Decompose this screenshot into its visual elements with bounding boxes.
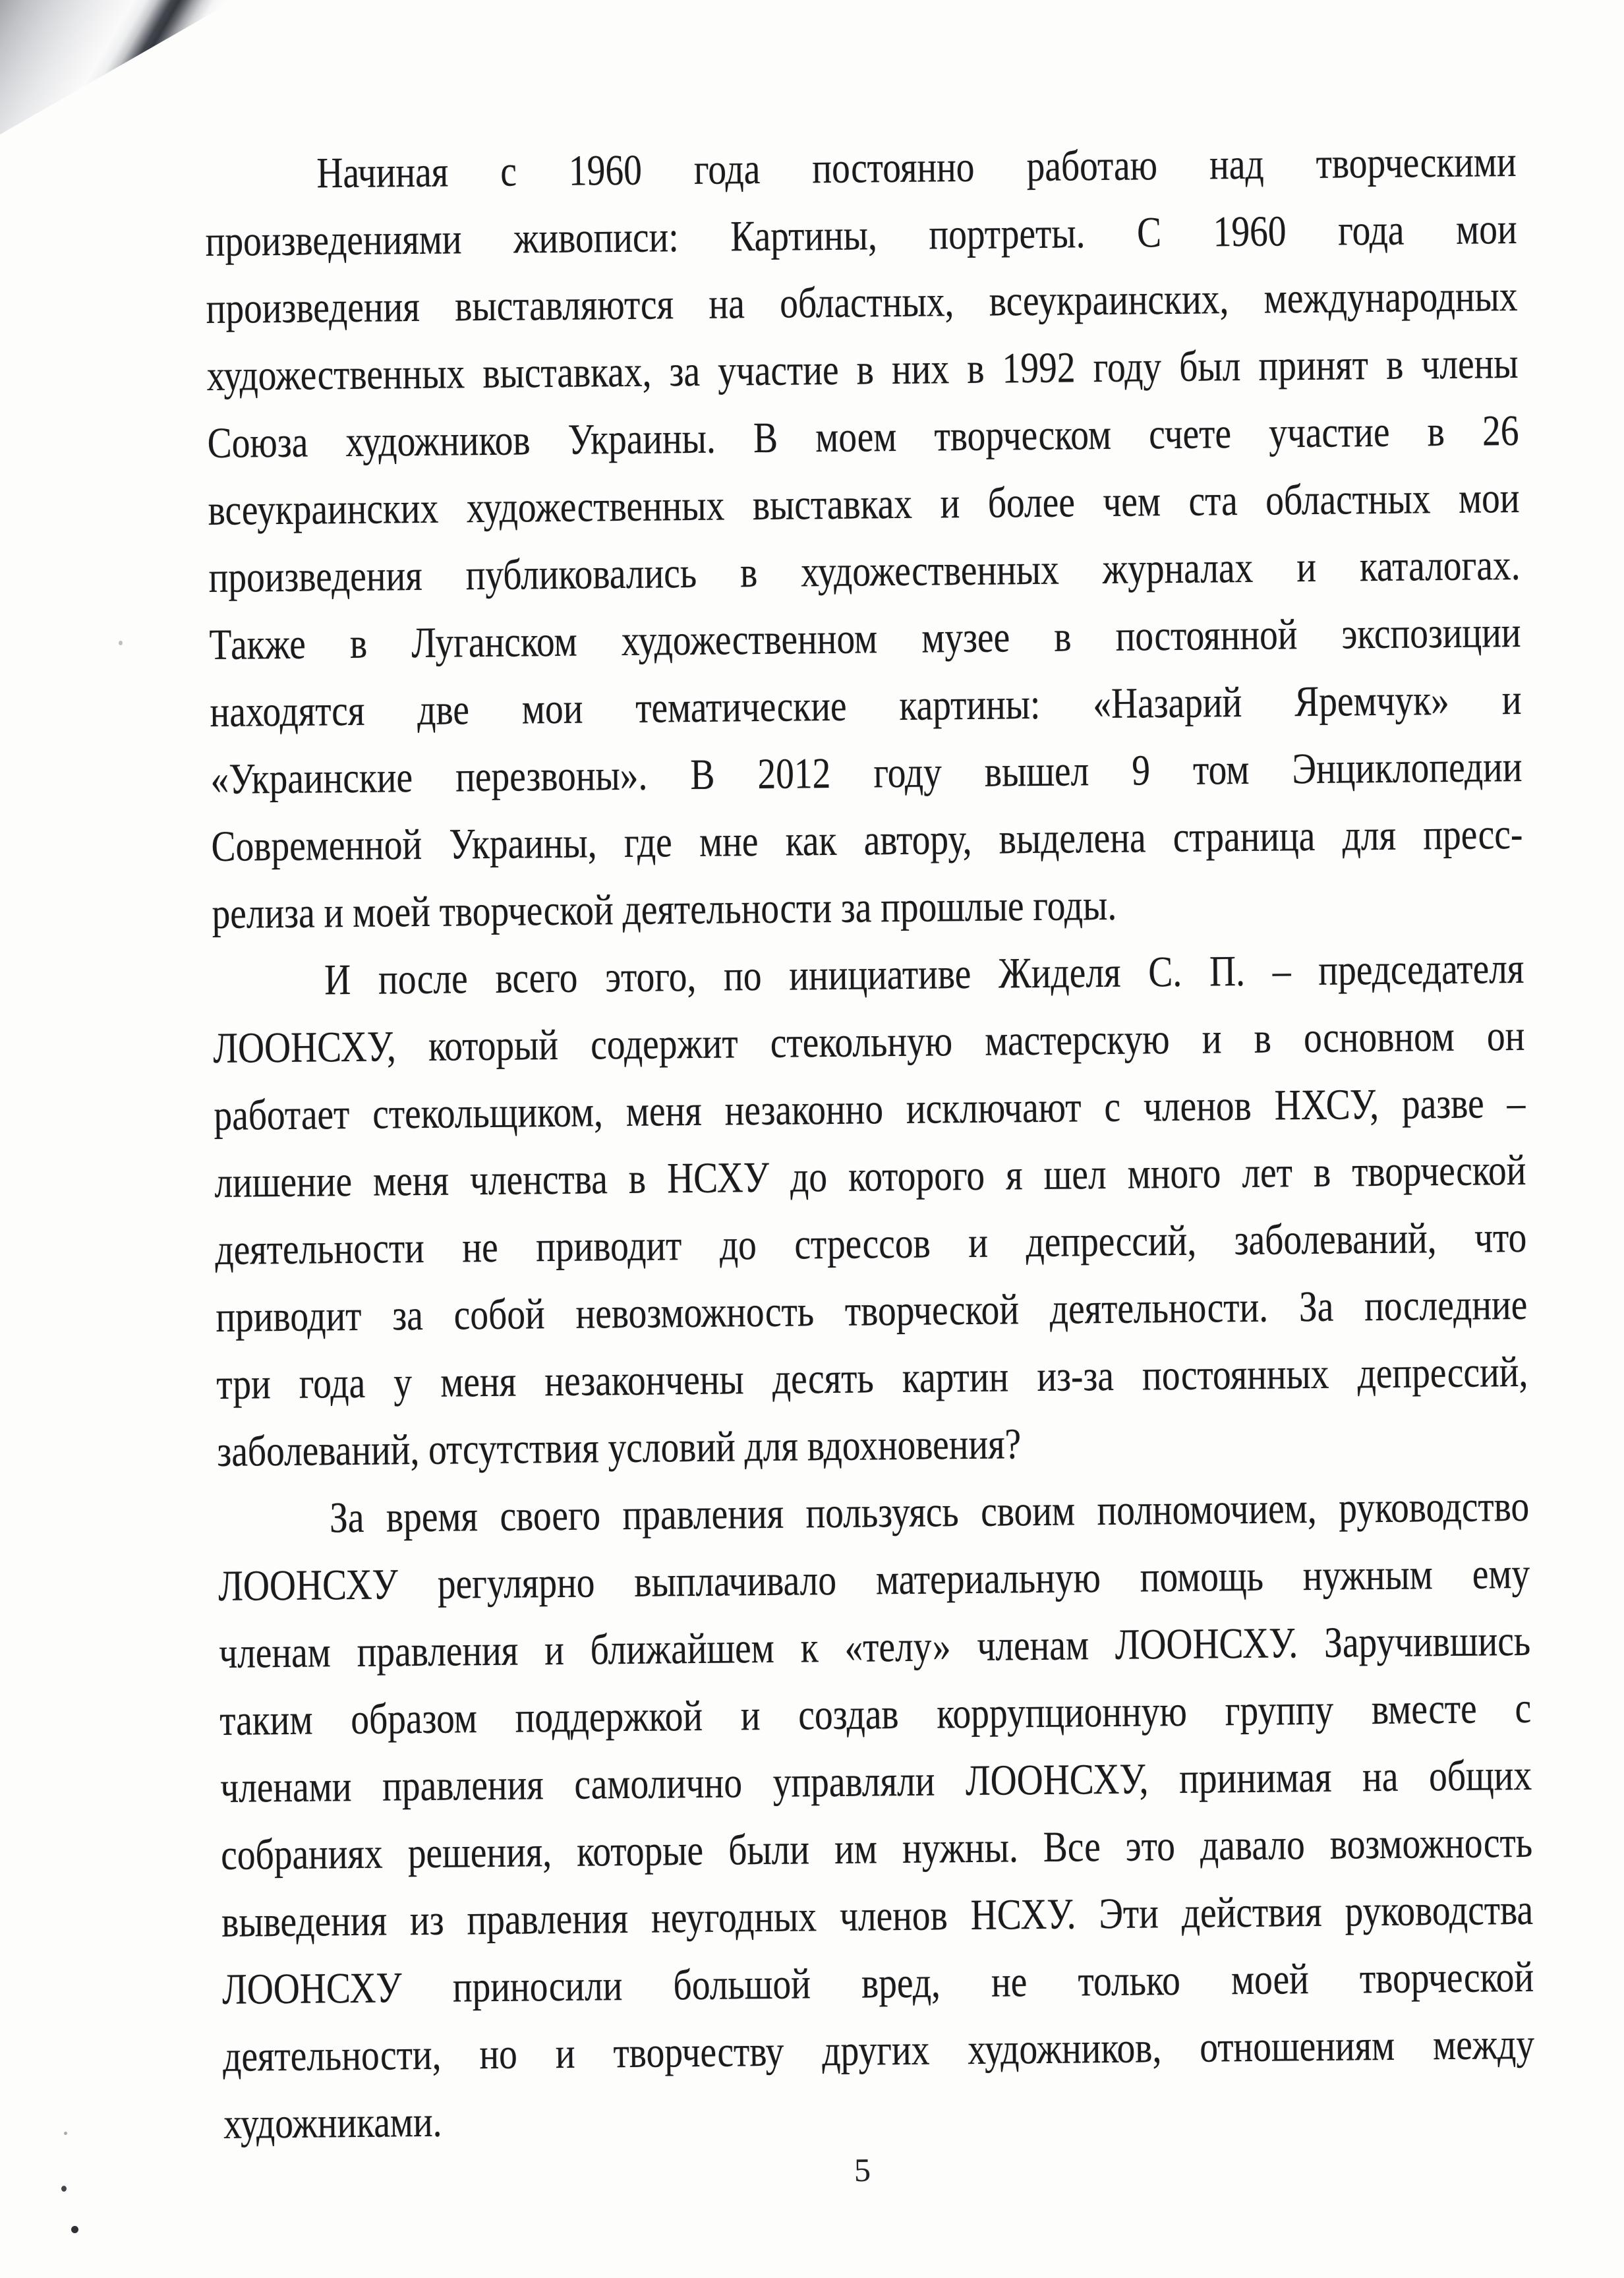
text-line: собраниях решения, которые были им нужны. Все это давало возможность: [220, 1818, 1533, 1879]
text-line: И после всего этого, по инициативе Жиделя С. П. – председателя: [324, 944, 1524, 1005]
text-line: членам правления и ближайшем к «телу» членам ЛООНСХУ. Заручившись: [218, 1616, 1531, 1678]
text-line: художниками.: [223, 2097, 442, 2148]
text-line: членами правления самолично управляли ЛООНСХУ, принимая на общих: [219, 1751, 1532, 1812]
text-line: таким образом поддержкой и создав коррупционную группу вместе с: [219, 1683, 1532, 1745]
text-line: Начиная с 1960 года постоянно работаю над творческими: [316, 137, 1517, 198]
text-line: произведения выставляются на областных, всеукраинских, международных: [206, 272, 1518, 334]
text-line: деятельности, но и творчеству других художников, отношениям между: [222, 2020, 1535, 2081]
text-line: всеукраинских художественных выставках и более чем ста областных мои: [208, 473, 1520, 535]
text-line: ЛООНСХУ, который содержит стекольную мастерскую и в основном он: [213, 1011, 1525, 1072]
text-line: приводит за собой невозможность творческой деятельности. За последние: [216, 1280, 1528, 1341]
text-line: Также в Луганском художественном музее в постоянной экспозиции: [209, 608, 1521, 670]
document-body-text: [204, 129, 1535, 2158]
text-line: выведения из правления неугодных членов НСХУ. Эти действия руководства: [221, 1885, 1534, 1946]
scan-speck: [64, 2132, 67, 2135]
text-line: ЛООНСХУ приносили большой вред, не только моей творческой: [221, 1952, 1534, 2014]
text-line: заболеваний, отсутствия условий для вдохновения?: [216, 1420, 1022, 1476]
text-line: лишение меня членства в НСХУ до которого я шел много лет в творческой: [214, 1146, 1526, 1207]
text-line: произведениями живописи: Картины, портреты. С 1960 года мои: [205, 204, 1517, 266]
text-line: произведения публиковались в художественных журналах и каталогах.: [208, 540, 1521, 602]
text-line: «Украинские перезвоны». В 2012 году вышел 9 том Энциклопедии: [210, 742, 1522, 804]
page-number: 5: [854, 2151, 871, 2189]
text-line: Современной Украины, где мне как автору, выделена страница для пресс-: [211, 809, 1523, 871]
text-line: работает стекольщиком, меня незаконно исключают с членов НХСУ, разве –: [214, 1078, 1526, 1140]
text-line: художественных выставках, за участие в них в 1992 году был принят в члены: [206, 339, 1519, 401]
scan-speck: [71, 2226, 78, 2233]
text-line: ЛООНСХУ регулярно выплачивало материальную помощь нужным ему: [218, 1549, 1530, 1610]
text-line: деятельности не приводит до стрессов и депрессий, заболеваний, что: [215, 1213, 1527, 1274]
text-line: За время своего правления пользуясь своим полномочием, руководство: [329, 1482, 1530, 1542]
text-line: находятся две мои тематические картины: «Назарий Яремчук» и: [210, 675, 1522, 737]
text-line: релиза и моей творческой деятельности за прошлые годы.: [212, 881, 1117, 939]
scan-speck: [119, 641, 123, 645]
scan-corner-fold-artifact: [0, 0, 235, 134]
text-line: Союза художников Украины. В моем творческом счете участие в 26: [207, 406, 1519, 468]
text-line: три года у меня незакончены десять картин из-за постоянных депрессий,: [216, 1347, 1528, 1409]
scan-speck: [61, 2186, 67, 2192]
